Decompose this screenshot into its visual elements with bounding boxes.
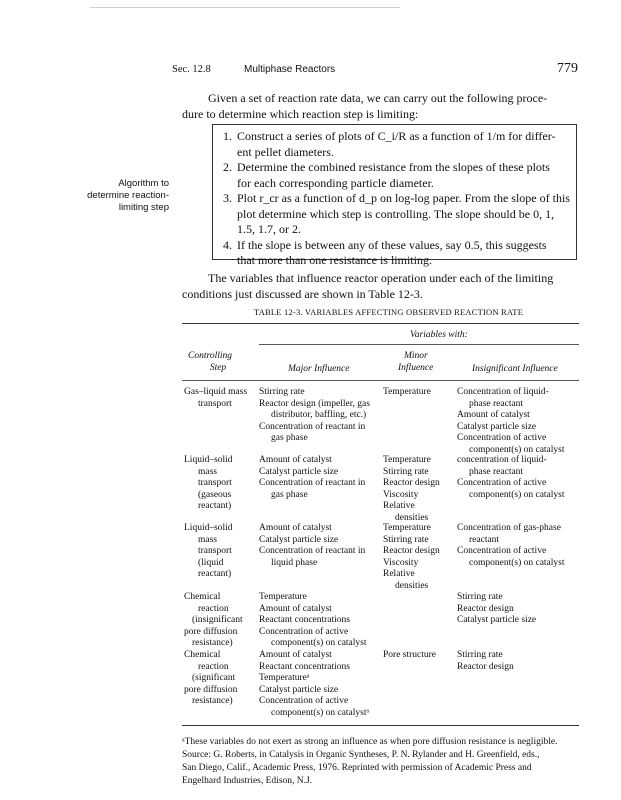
col-header-minor: [398, 351, 433, 374]
table-row-minor: [383, 523, 440, 592]
cell-line: Amount of catalyst: [457, 410, 530, 420]
cell-line: (gaseous: [198, 489, 232, 500]
cell-line: resistance): [192, 638, 233, 648]
cell-line: pore diffusion: [184, 684, 238, 695]
step-number: 1.: [223, 129, 232, 143]
cell-line: Viscosity: [383, 489, 419, 500]
header-line: Minor: [404, 351, 428, 361]
cell-line: Liquid–solid: [184, 523, 233, 533]
cell-line: (insignificant: [192, 615, 243, 625]
cell-line: reactant: [469, 534, 500, 545]
table-row-step: [184, 592, 243, 650]
text-line: conditions just discussed are shown in Table 12-3.: [182, 287, 423, 301]
section-title: Multiphase Reactors: [244, 64, 336, 75]
cell-line: gas phase: [271, 433, 308, 443]
cell-line: Viscosity: [383, 557, 419, 568]
cell-line: Reactor design: [457, 661, 514, 672]
cell-line: Pore structure: [383, 650, 437, 660]
cell-line: (liquid: [198, 557, 224, 568]
col-header-major: Major Influence: [288, 364, 350, 374]
margin-note: [80, 178, 169, 214]
step-line: that more than one resistance is limiting.: [237, 253, 432, 267]
cell-line: Stirring rate: [259, 387, 305, 397]
section-number: Sec. 12.8: [172, 64, 211, 75]
table-row-major: [259, 455, 365, 501]
cell-line: Concentration of active: [259, 626, 349, 637]
cell-line: Catalyst particle size: [259, 534, 339, 545]
footnote-line: Source: G. Roberts, in Catalysis in Organic Syntheses, P. N. Rylander and H. Greenfield, eds.,: [182, 750, 540, 760]
cell-line: Concentration of reactant in: [259, 421, 366, 432]
cell-line: transport: [198, 546, 232, 556]
cell-line: concentration of liquid-: [457, 455, 547, 465]
table-bottom-rule: [182, 725, 579, 726]
cell-line: phase reactant: [469, 466, 524, 477]
top-rule: [90, 7, 400, 8]
cell-line: Concentration of liquid-: [457, 387, 549, 397]
text-line: Given a set of reaction rate data, we can carry out the following proce-: [208, 91, 548, 105]
page-header: [172, 63, 578, 79]
cell-line: gas phase: [271, 489, 308, 500]
cell-line: reactant): [198, 569, 232, 579]
cell-line: component(s) on catalystᵃ: [271, 707, 370, 718]
header-line: Influence: [398, 362, 434, 373]
cell-line: Amount of catalyst: [259, 603, 332, 614]
cell-line: pore diffusion: [184, 626, 238, 637]
step-line: Plot r_cr as a function of d_p on log-log paper. From the slope of this: [237, 191, 570, 205]
cell-line: Temperature: [259, 592, 307, 602]
table-top-rule: [182, 323, 579, 324]
margin-note-line: limiting step: [118, 202, 169, 213]
cell-line: Reactant concentrations: [259, 615, 351, 625]
cell-line: reaction: [198, 661, 229, 672]
text-line: dure to determine which reaction step is limiting:: [182, 107, 419, 121]
cell-line: Reactor design: [383, 546, 440, 556]
cell-line: Concentration of active: [457, 433, 547, 443]
page-number: 779: [557, 61, 578, 76]
header-line: Controlling: [188, 351, 232, 361]
table-row-major: [259, 523, 365, 569]
table-caption: TABLE 12-3. VARIABLES AFFECTING OBSERVED REACTION RATE: [254, 307, 524, 317]
cell-line: (significant: [192, 673, 236, 683]
cell-line: Temperature: [383, 387, 431, 397]
algorithm-step: [223, 238, 568, 269]
cell-line: distributor, baffling, etc.): [271, 410, 367, 420]
cell-line: Chemical: [184, 592, 221, 602]
cell-line: Amount of catalyst: [259, 523, 332, 533]
cell-line: phase reactant: [469, 398, 524, 409]
footnote-line: San Diego, Calif., Academic Press, 1976. Reprinted with permission of Academic Press and: [182, 763, 532, 773]
cell-line: Reactant concentrations: [259, 661, 351, 672]
cell-line: Liquid–solid: [184, 455, 233, 465]
col-header-insignificant: Insignificant Influence: [472, 364, 558, 374]
cell-line: Concentration of reactant in: [259, 546, 366, 556]
text-line: The variables that influence reactor operation under each of the limiting: [208, 271, 554, 285]
step-line: Construct a series of plots of C_i/R as a function of 1/m for differ-: [237, 129, 556, 143]
table-row-insignificant: [457, 387, 565, 456]
margin-note-line: determine reaction-: [87, 190, 169, 201]
table-row-major: [259, 592, 367, 650]
cell-line: Chemical: [184, 650, 221, 660]
cell-line: Catalyst particle size: [457, 615, 537, 625]
table-row-minor: [383, 650, 436, 662]
cell-line: component(s) on catalyst: [469, 557, 565, 568]
footnote-line: ᵃThese variables do not exert as strong an influence as when pore diffusion resistance is negligible.: [182, 737, 558, 747]
cell-line: Stirring rate: [457, 650, 503, 660]
cell-line: densities: [395, 512, 429, 523]
cell-line: transport: [198, 478, 232, 488]
cell-line: reactant): [198, 501, 232, 511]
cell-line: Gas–liquid mass: [184, 387, 248, 397]
table-row-step: [184, 387, 247, 410]
table-row-step: [184, 455, 233, 513]
intro-paragraph: [182, 90, 579, 122]
cell-line: Concentration of active: [259, 696, 349, 706]
group-header-rule: [259, 344, 579, 345]
table-row-minor: [383, 455, 440, 524]
cell-line: component(s) on catalyst: [271, 638, 367, 648]
step-line: for each corresponding particle diameter.: [237, 175, 434, 190]
col-header-step: [188, 351, 232, 374]
second-paragraph: [182, 270, 579, 302]
header-line: Step: [209, 362, 227, 373]
cell-line: Catalyst particle size: [259, 684, 339, 695]
cell-line: Amount of catalyst: [259, 455, 332, 465]
cell-line: Concentration of gas-phase: [457, 523, 561, 533]
cell-line: Stirring rate: [457, 592, 503, 602]
footnote-line: Engelhard Industries, Edison, N.J.: [182, 776, 313, 786]
cell-line: Reactor design (impeller, gas: [259, 398, 370, 409]
cell-line: Catalyst particle size: [457, 421, 537, 432]
step-line: Determine the combined resistance from the slopes of these plots: [237, 160, 550, 174]
algorithm-step: [223, 160, 568, 191]
cell-line: mass: [198, 466, 217, 477]
header-bottom-rule: [182, 380, 579, 381]
cell-line: component(s) on catalyst: [469, 489, 565, 500]
cell-line: mass: [198, 534, 217, 545]
step-number: 2.: [223, 160, 232, 174]
cell-line: Catalyst particle size: [259, 466, 339, 477]
cell-line: component(s) on catalyst: [469, 444, 565, 455]
cell-line: resistance): [192, 696, 233, 706]
table-row-minor: [383, 387, 431, 399]
table-row-insignificant: [457, 650, 514, 673]
table-row-major: [259, 650, 369, 719]
step-line: plot determine which step is controlling. The slope should be 0, 1,: [237, 206, 555, 221]
cell-line: Reactor design: [457, 603, 514, 614]
table-row-insignificant: [457, 592, 536, 627]
table-footnotes: [182, 736, 579, 788]
cell-line: Concentration of reactant in: [259, 478, 366, 488]
cell-line: densities: [395, 580, 429, 591]
table-row-step: [184, 650, 237, 708]
algorithm-steps: [213, 125, 576, 269]
algorithm-step: [223, 191, 568, 238]
cell-line: Amount of catalyst: [259, 650, 332, 660]
step-line: If the slope is between any of these values, say 0.5, this suggests: [237, 237, 547, 252]
step-line: ent pellet diameters.: [237, 144, 334, 159]
step-number: 4.: [223, 237, 232, 252]
cell-line: Stirring rate: [383, 534, 429, 545]
step-line: 1.5, 1.7, or 2.: [237, 222, 301, 236]
margin-note-line: Algorithm to: [118, 178, 169, 189]
cell-line: transport: [198, 398, 232, 409]
table-row-insignificant: [457, 455, 565, 501]
cell-line: liquid phase: [271, 557, 318, 568]
cell-line: Relative: [383, 569, 415, 579]
step-number: 3.: [223, 191, 232, 205]
table-row-step: [184, 523, 233, 581]
cell-line: Reactor design: [383, 478, 440, 488]
table-row-major: [259, 387, 370, 445]
algorithm-step: [223, 129, 568, 160]
cell-line: Stirring rate: [383, 466, 429, 477]
table-row-insignificant: [457, 523, 565, 569]
cell-line: Concentration of active: [457, 546, 547, 556]
cell-line: Temperature: [383, 455, 431, 465]
cell-line: reaction: [198, 603, 229, 614]
cell-line: Temperatureᵃ: [259, 673, 310, 683]
cell-line: Relative: [383, 501, 415, 511]
algorithm-box: [212, 124, 577, 267]
cell-line: Concentration of active: [457, 478, 547, 488]
cell-line: Temperature: [383, 523, 431, 533]
group-header: Variables with:: [410, 330, 468, 340]
